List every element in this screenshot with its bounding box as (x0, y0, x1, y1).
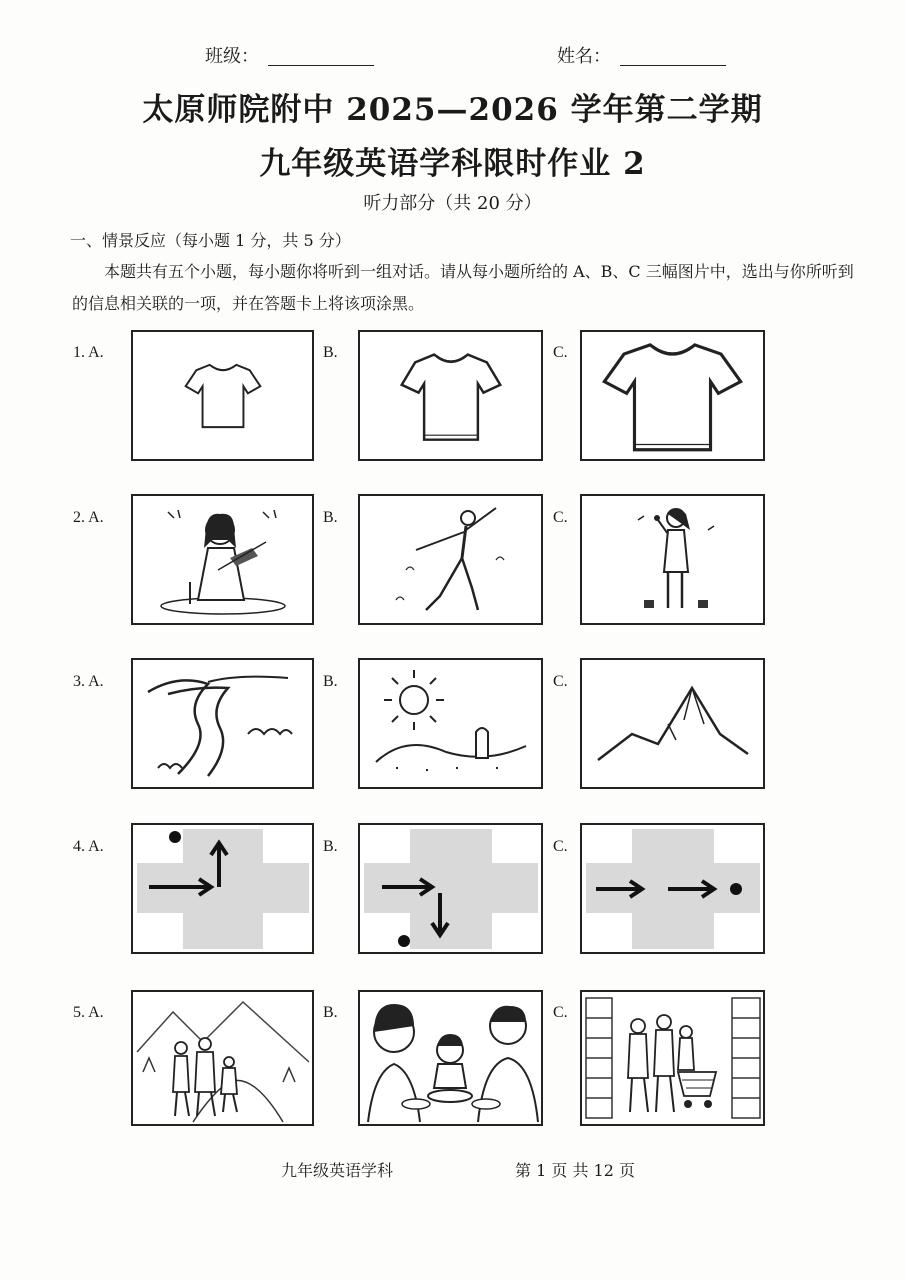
route-right-then-down-icon (360, 825, 541, 952)
question-4-label: 4. A. (73, 838, 104, 855)
question-4-c-label: C. (553, 838, 568, 855)
family-dining-icon (360, 992, 541, 1124)
small-tshirt-icon (178, 356, 268, 436)
name-label: 姓名： (557, 46, 611, 67)
question-2-b-label: B. (323, 509, 338, 526)
question-2-label: 2. A. (73, 509, 104, 526)
page-subtitle-main: 九年级英语学科限时作业 2 (259, 146, 646, 182)
question-5-b-label: B. (323, 1004, 338, 1021)
question-4-option-c[interactable] (580, 823, 765, 954)
footer-subject: 九年级英语学科 (281, 1161, 394, 1180)
question-3-b-label: B. (323, 673, 338, 690)
listening-section-title: 听力部分（共 20 分） (363, 193, 542, 214)
question-5-label: 5. A. (73, 1004, 104, 1021)
question-1-option-c[interactable] (580, 330, 765, 461)
question-5-c-label: C. (553, 1004, 568, 1021)
question-1-label: 1. A. (73, 344, 104, 361)
dancer-icon (376, 500, 526, 620)
question-3-label: 3. A. (73, 673, 104, 690)
question-5-option-b[interactable] (358, 990, 543, 1126)
section-heading: 一、情景反应（每小题 1 分，共 5 分） (70, 231, 351, 250)
question-3-option-c[interactable] (580, 658, 765, 789)
family-hiking-icon (133, 992, 312, 1124)
family-shopping-icon (582, 992, 763, 1124)
section-instructions: 本题共有五个小题，每小题你将听到一组对话。请从每小题所给的 A、B、C 三幅图片中，选出与你所听到的信息相关联的一项，并在答题卡上将该项涂黑。 (72, 262, 854, 313)
route-right-then-up-icon (133, 825, 312, 952)
question-3-c-label: C. (553, 673, 568, 690)
class-blank[interactable] (268, 64, 374, 66)
question-2-c-label: C. (553, 509, 568, 526)
question-1-c-label: C. (553, 344, 568, 361)
name-blank[interactable] (620, 64, 726, 66)
question-4-b-label: B. (323, 838, 338, 855)
question-5-option-c[interactable] (580, 990, 765, 1126)
question-3-option-b[interactable] (358, 658, 543, 789)
route-straight-right-icon (582, 825, 763, 952)
question-2-option-c[interactable] (580, 494, 765, 625)
question-3-option-a[interactable] (131, 658, 314, 789)
class-label: 班级： (205, 46, 259, 67)
desert-icon (366, 664, 536, 784)
question-2-option-a[interactable] (131, 494, 314, 625)
question-5-option-a[interactable] (131, 990, 314, 1126)
page-title: 太原师院附中 2025—2026 学年第二学期 (142, 92, 763, 128)
question-2-option-b[interactable] (358, 494, 543, 625)
mountain-icon (588, 664, 758, 784)
question-4-option-a[interactable] (131, 823, 314, 954)
question-1-option-a[interactable] (131, 330, 314, 461)
question-1-option-b[interactable] (358, 330, 543, 461)
footer-page-info: 第 1 页 共 12 页 (515, 1161, 635, 1180)
large-tshirt-icon (600, 337, 745, 455)
girl-playing-violin-icon (148, 500, 298, 620)
medium-tshirt-icon (395, 344, 507, 448)
river-icon (138, 664, 308, 784)
girl-singing-icon (598, 500, 748, 620)
question-4-option-b[interactable] (358, 823, 543, 954)
question-1-b-label: B. (323, 344, 338, 361)
